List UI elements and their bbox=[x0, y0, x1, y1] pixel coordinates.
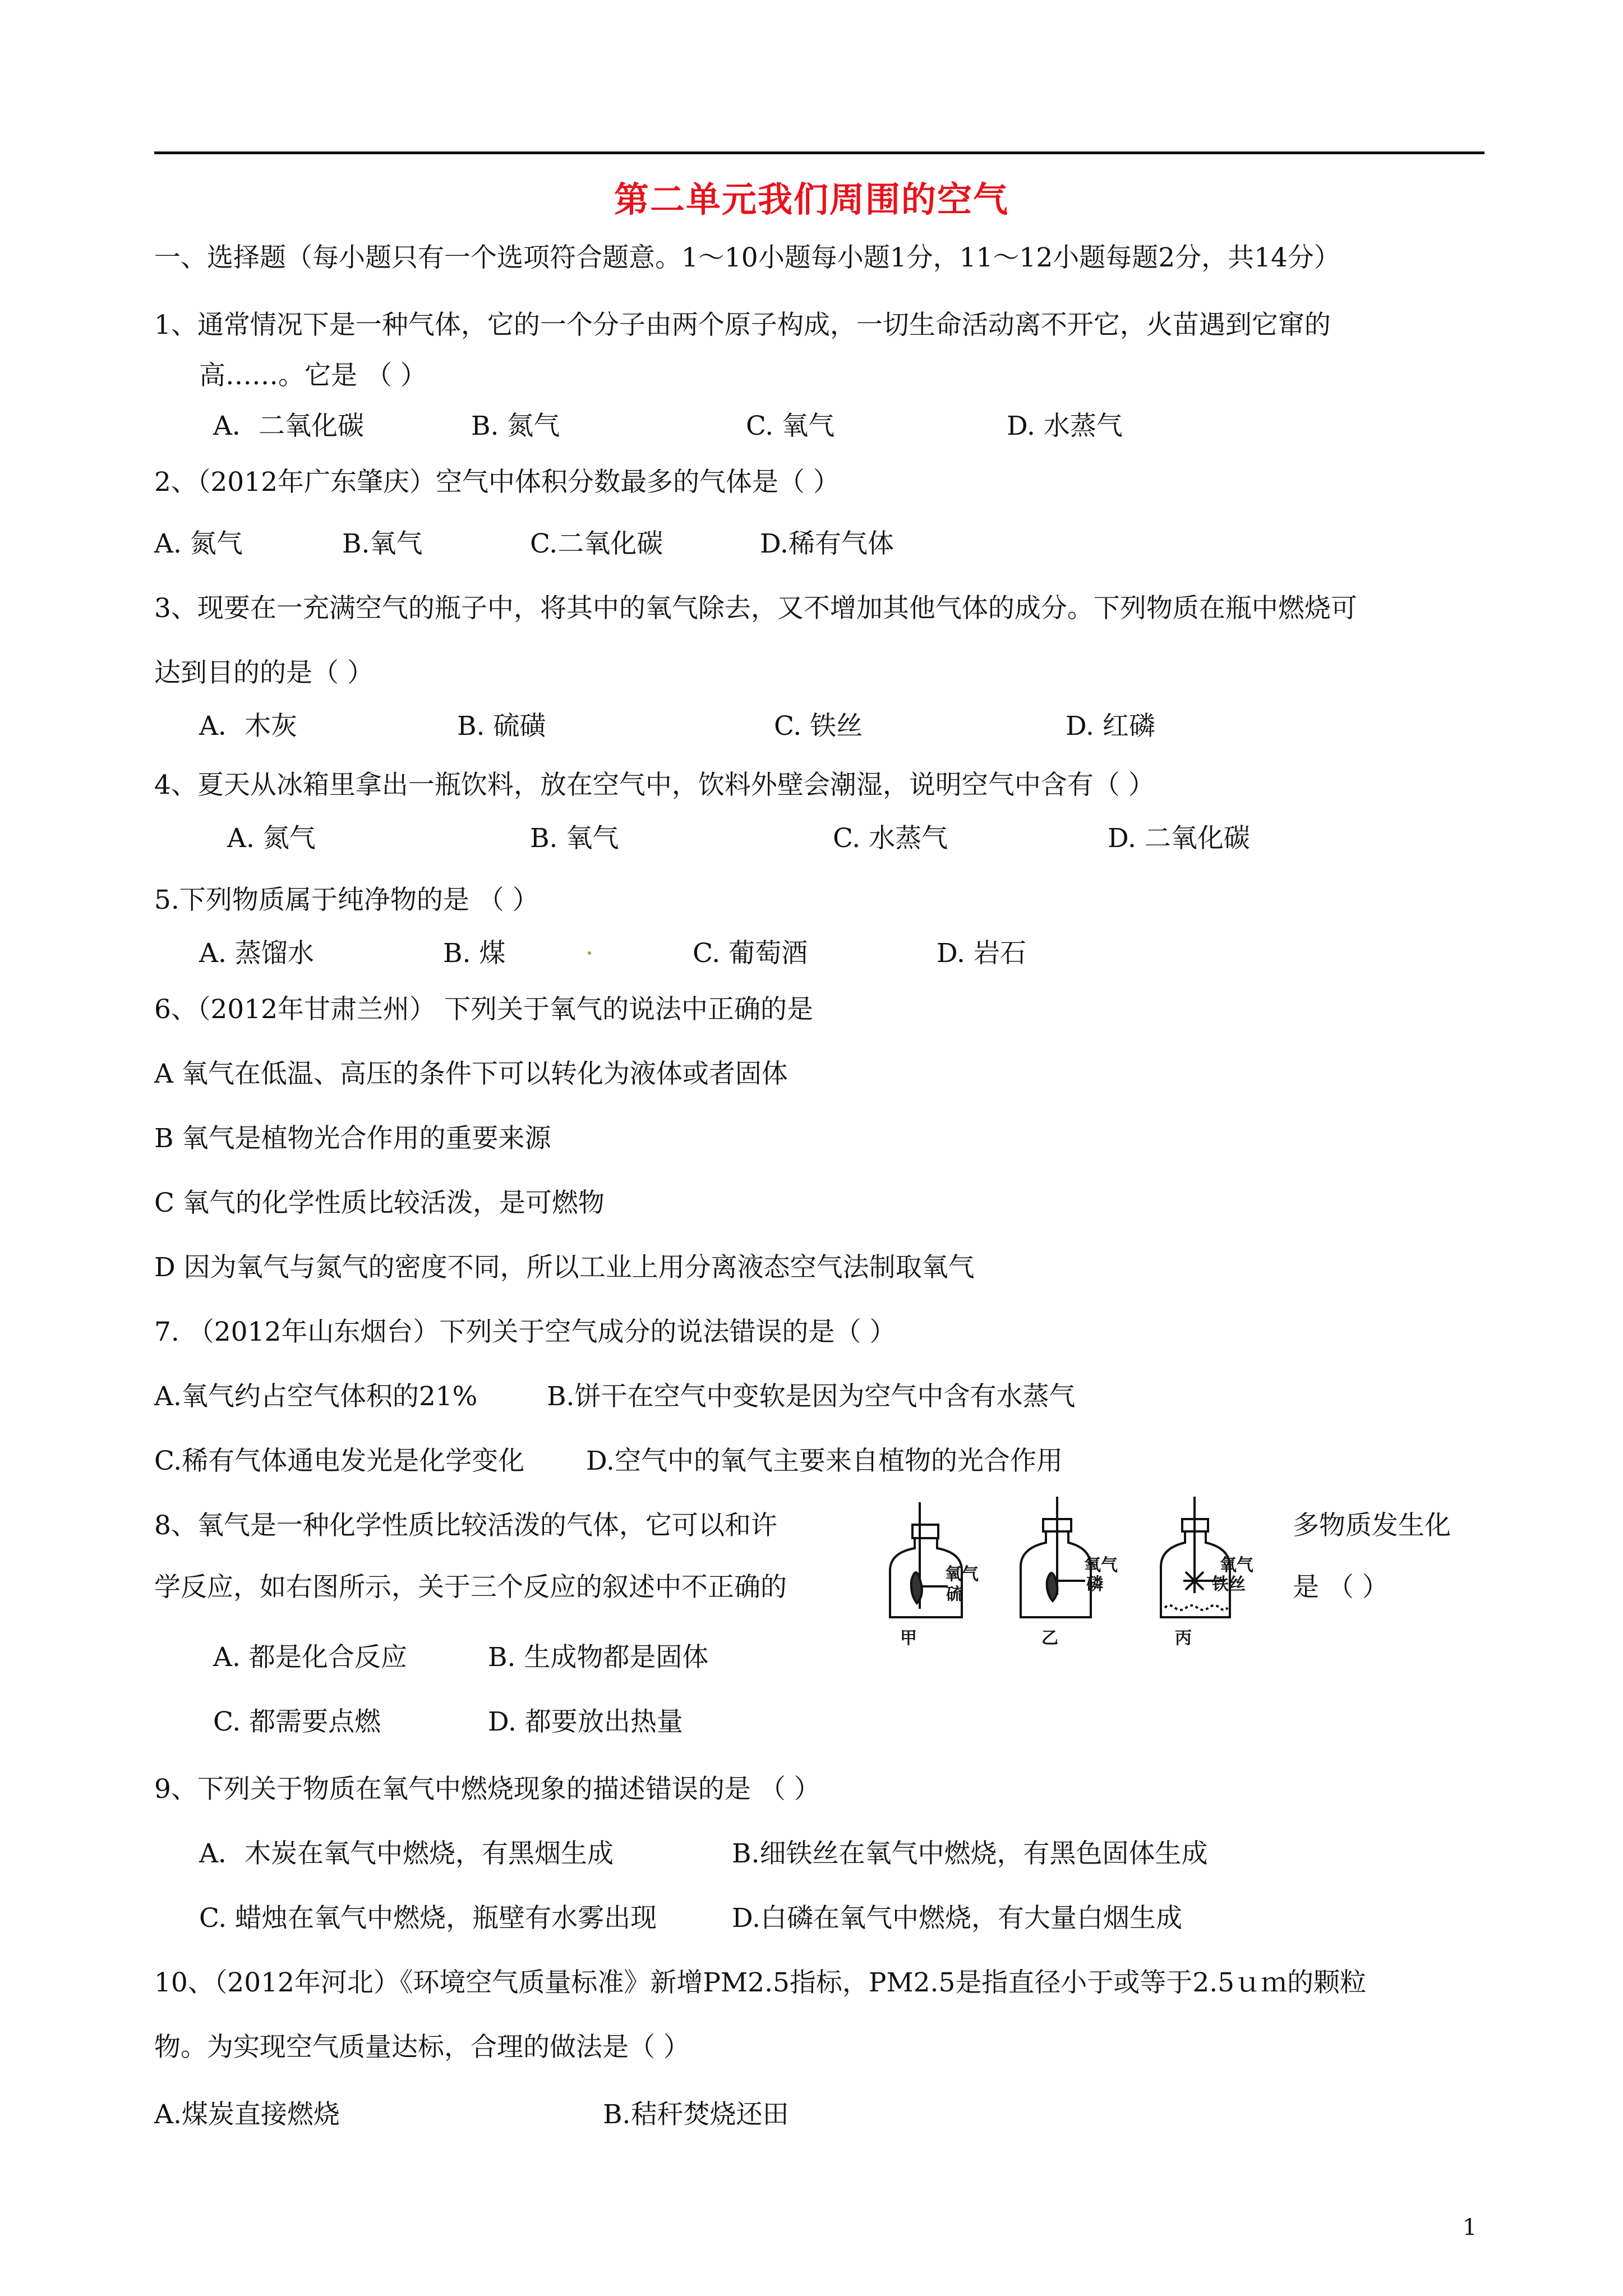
jar-3-caption: 丙 bbox=[1175, 1628, 1192, 1648]
question-3-line-2: 达到目的的是（ ） bbox=[154, 657, 374, 688]
question-6-line-1: 6、（2012年甘肃兰州） 下列关于氧气的说法中正确的是 bbox=[154, 994, 813, 1025]
q7-option-c: C.稀有气体通电发光是化学变化 bbox=[154, 1446, 525, 1476]
jar-2-gas: 氧气 bbox=[1084, 1556, 1118, 1575]
question-9-line-1: 9、下列关于物质在氧气中燃烧现象的描述错误的是 （ ） bbox=[154, 1774, 820, 1805]
question-8-line-2b: 是 （ ） bbox=[1293, 1572, 1389, 1603]
q1-option-a: A．二氧化碳 bbox=[213, 411, 364, 441]
question-5-line-1: 5.下列物质属于纯净物的是 （ ） bbox=[154, 885, 539, 915]
q5-option-a: A. 蒸馏水 bbox=[199, 938, 314, 969]
page-number: 1 bbox=[1463, 2215, 1477, 2240]
question-2-line-1: 2、（2012年广东肇庆）空气中体积分数最多的气体是（ ） bbox=[154, 467, 840, 498]
q5-option-d: D. 岩石 bbox=[937, 938, 1026, 969]
question-10-line-2: 物。为实现空气质量达标，合理的做法是（ ） bbox=[154, 2032, 690, 2063]
q5-option-c: C. 葡萄酒 bbox=[693, 938, 808, 969]
q2-option-c: C.二氧化碳 bbox=[530, 528, 663, 559]
q10-option-a: A.煤炭直接燃烧 bbox=[154, 2099, 340, 2130]
header-rule bbox=[154, 151, 1484, 154]
q1-option-d: D. 水蒸气 bbox=[1007, 411, 1123, 441]
q3-option-b: B. 硫磺 bbox=[457, 711, 546, 742]
jar-phosphorus bbox=[1021, 1497, 1091, 1617]
question-8-line-1b: 多物质发生化 bbox=[1293, 1510, 1451, 1541]
q8-option-a: A. 都是化合反应 bbox=[213, 1642, 407, 1673]
jar-1-substance: 硫 bbox=[946, 1585, 963, 1604]
q3-option-a: A．木灰 bbox=[199, 711, 297, 742]
question-10-line-1: 10、（2012年河北）《环境空气质量标准》新增PM2.5指标，PM2.5是指直径小于或等于2.5ｕｍ的颗粒 bbox=[154, 1967, 1367, 1998]
jar-2-substance: 磷 bbox=[1086, 1575, 1103, 1594]
q7-option-d: D.空气中的氧气主要来自植物的光合作用 bbox=[586, 1446, 1063, 1476]
q9-option-c: C. 蜡烛在氧气中燃烧，瓶壁有水雾出现 bbox=[199, 1903, 657, 1934]
q4-option-c: C. 水蒸气 bbox=[833, 823, 948, 854]
q9-option-b: B.细铁丝在氧气中燃烧，有黑色固体生成 bbox=[732, 1838, 1208, 1869]
jar-3-gas: 氧气 bbox=[1220, 1556, 1253, 1575]
q4-option-a: A. 氮气 bbox=[227, 823, 316, 854]
q4-option-b: B. 氧气 bbox=[530, 823, 619, 854]
question-8-line-2a: 学反应，如右图所示，关于三个反应的叙述中不正确的 bbox=[154, 1572, 787, 1603]
q6-option-b: B 氧气是植物光合作用的重要来源 bbox=[154, 1123, 551, 1154]
q2-option-d: D.稀有气体 bbox=[760, 528, 894, 559]
question-7-line-1: 7. （2012年山东烟台）下列关于空气成分的说法错误的是（ ） bbox=[154, 1317, 896, 1347]
q4-option-d: D. 二氧化碳 bbox=[1108, 823, 1250, 854]
q7-option-b: B.饼干在空气中变软是因为空气中含有水蒸气 bbox=[547, 1381, 1076, 1412]
question-3-line-1: 3、现要在一充满空气的瓶子中，将其中的氧气除去，又不增加其他气体的成分。下列物质在瓶中燃烧可 bbox=[154, 593, 1357, 624]
question-1-line-2: 高……。它是 （ ） bbox=[199, 360, 427, 391]
q8-option-d: D. 都要放出热量 bbox=[488, 1706, 683, 1737]
page-title: 第二单元我们周围的空气 bbox=[614, 179, 1009, 220]
q2-option-a: A. 氮气 bbox=[154, 528, 243, 559]
question-8-line-1a: 8、氧气是一种化学性质比较活泼的气体，它可以和许 bbox=[154, 1510, 777, 1541]
q3-option-c: C. 铁丝 bbox=[774, 711, 863, 742]
q7-option-a: A.氧气约占空气体积的21% bbox=[154, 1381, 478, 1412]
q8-option-c: C. 都需要点燃 bbox=[213, 1706, 381, 1737]
jar-1-caption: 甲 bbox=[900, 1628, 917, 1648]
jar-3-substance: 铁丝 bbox=[1212, 1575, 1246, 1594]
q9-option-d: D.白磷在氧气中燃烧，有大量白烟生成 bbox=[732, 1903, 1182, 1934]
q1-option-b: B. 氮气 bbox=[471, 411, 560, 441]
q3-option-d: D. 红磷 bbox=[1066, 711, 1155, 742]
question-1-line-1: 1、通常情况下是一种气体，它的一个分子由两个原子构成，一切生命活动离不开它，火苗遇到它窜的 bbox=[154, 310, 1331, 341]
section-heading: 一、选择题（每小题只有一个选项符合题意。1～10小题每小题1分，11～12小题每题2分，共14分） bbox=[154, 242, 1340, 273]
q2-option-b: B.氧气 bbox=[342, 528, 423, 559]
jar-1-gas: 氧气 bbox=[945, 1565, 979, 1584]
q6-option-d: D 因为氧气与氮气的密度不同，所以工业上用分离液态空气法制取氧气 bbox=[154, 1252, 975, 1283]
q6-option-a: A 氧气在低温、高压的条件下可以转化为液体或者固体 bbox=[154, 1059, 788, 1089]
q1-option-c: C. 氧气 bbox=[746, 411, 835, 441]
q6-option-c: C 氧气的化学性质比较活泼，是可燃物 bbox=[154, 1188, 605, 1218]
q8-option-b: B. 生成物都是固体 bbox=[488, 1642, 709, 1673]
question-4-line-1: 4、夏天从冰箱里拿出一瓶饮料，放在空气中，饮料外壁会潮湿，说明空气中含有（ ） bbox=[154, 770, 1155, 800]
stray-mark bbox=[588, 951, 591, 955]
jar-2-caption: 乙 bbox=[1041, 1628, 1058, 1648]
q10-option-b: B.秸秆焚烧还田 bbox=[603, 2099, 789, 2130]
q9-option-a: A．木炭在氧气中燃烧，有黑烟生成 bbox=[199, 1838, 614, 1869]
q5-option-b: B. 煤 bbox=[443, 938, 506, 969]
combustion-jars-figure bbox=[878, 1497, 1270, 1663]
